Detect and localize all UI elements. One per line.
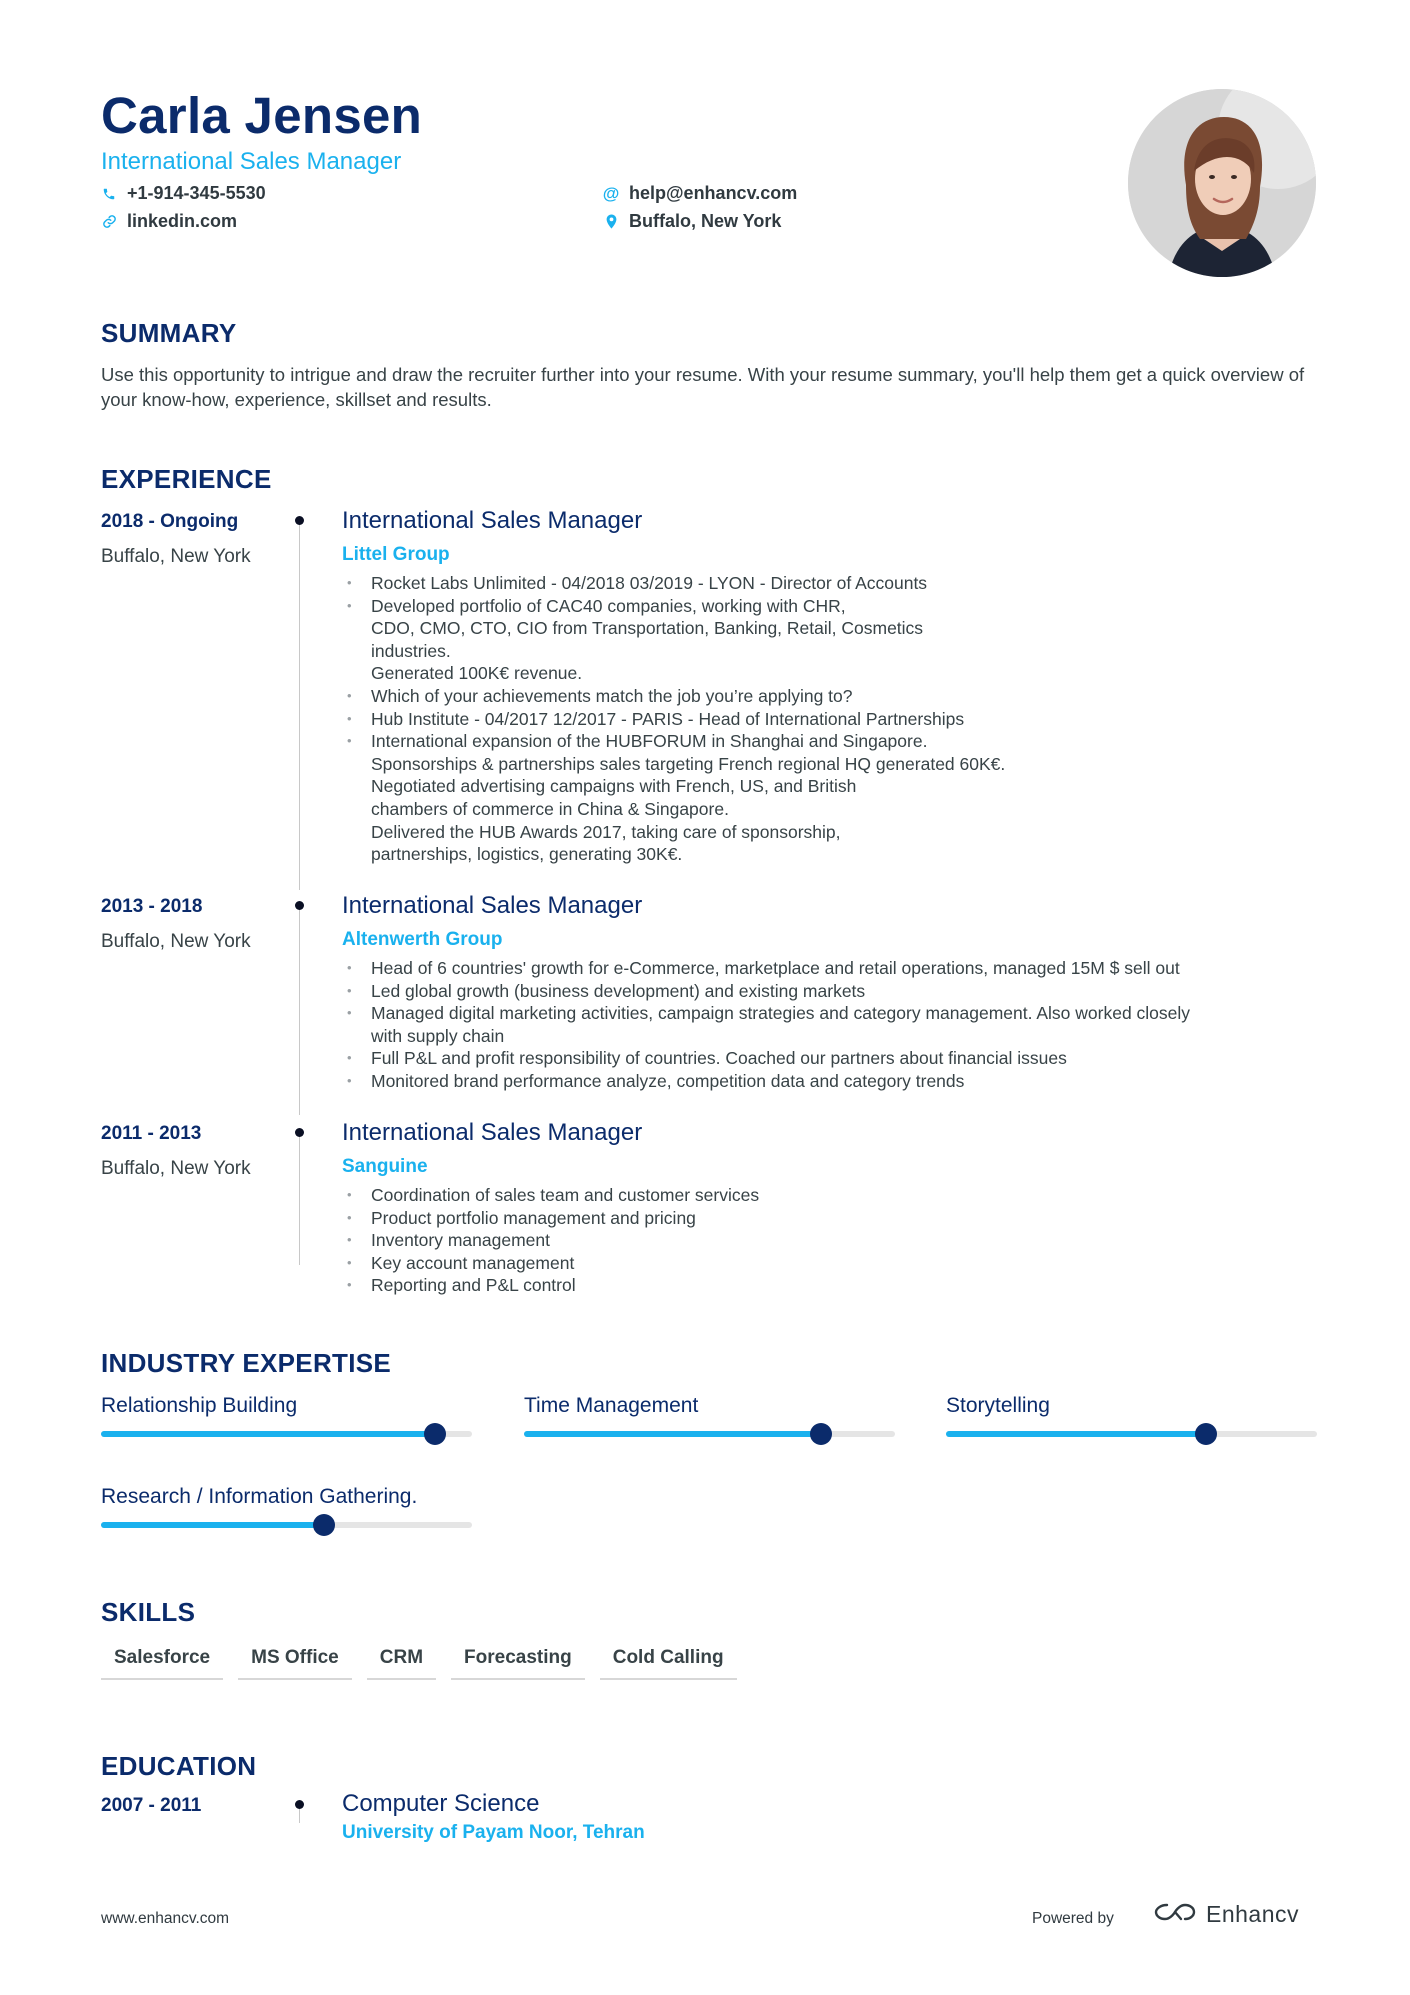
job-dates: 2013 - 2018	[101, 896, 203, 917]
expertise-bar-knob	[424, 1423, 446, 1445]
expertise-bar-knob	[1195, 1423, 1217, 1445]
education-dates: 2007 - 2011	[101, 1795, 202, 1816]
timeline-dot	[295, 516, 304, 525]
at-icon: @	[602, 183, 620, 203]
bullet-item: • Monitored brand performance analyze, competition data and category trends	[342, 1070, 1190, 1093]
job-bullets	[342, 572, 1005, 866]
skill-tag: Salesforce	[101, 1647, 223, 1680]
bullet-item: • Inventory management	[342, 1229, 759, 1252]
expertise-bar-fill	[524, 1431, 821, 1437]
enhancv-logo[interactable]	[1152, 1900, 1299, 1929]
skills-tags	[101, 1647, 737, 1680]
bullet-item: • Rocket Labs Unlimited - 04/2018 03/2019 - LYON - Director of Accounts	[342, 572, 1005, 595]
job-location: Buffalo, New York	[101, 1158, 251, 1179]
phone-text: +1-914-345-5530	[127, 183, 266, 203]
job-dates: 2011 - 2013	[101, 1123, 202, 1144]
expertise-bar-knob	[810, 1423, 832, 1445]
bullet-item: • Managed digital marketing activities, campaign strategies and category management. Also worked closely with supply chain	[342, 1002, 1190, 1047]
skill-tag: Forecasting	[451, 1647, 585, 1680]
bullet-item: • Developed portfolio of CAC40 companies, working with CHR, CDO, CMO, CTO, CIO from Transportation, Banking, Retail, Cosmetics industries. Generated 100K€ revenue.	[342, 595, 1005, 685]
expertise-bar-fill	[101, 1431, 435, 1437]
timeline-dot	[295, 1128, 304, 1137]
expertise-label: Storytelling	[946, 1394, 1050, 1417]
summary-text: Use this opportunity to intrigue and draw the recruiter further into your resume. With your resume summary, you'll help them get a quick overview of your know-how, experience, skillset and results.	[101, 364, 1305, 410]
skill-tag: MS Office	[238, 1647, 352, 1680]
job-company: Sanguine	[342, 1156, 428, 1177]
powered-by-text: Powered by	[1032, 1910, 1114, 1927]
contact-email[interactable]	[603, 183, 797, 204]
job-title: International Sales Manager	[342, 892, 643, 919]
timeline-line	[299, 520, 300, 890]
timeline-dot	[295, 901, 304, 910]
link-icon	[101, 213, 117, 231]
bullet-item: • International expansion of the HUBFORUM in Shanghai and Singapore. Sponsorships & partnerships sales targeting French regional HQ generated 60K€. Negotiated advertising campaigns with French, US, and British chambers of commerce in China & Singapore. Delivered the HUB Awards 2017, taking care of sponsorship, partnerships, logistics, generating 30K€.	[342, 730, 1005, 866]
enhancv-logo-icon	[1152, 1900, 1198, 1929]
footer-url[interactable]: www.enhancv.com	[101, 1910, 230, 1927]
skill-tag: Cold Calling	[600, 1647, 737, 1680]
expertise-bar-fill	[101, 1522, 324, 1528]
education-heading: EDUCATION	[101, 1751, 257, 1781]
timeline-line	[299, 1809, 300, 1823]
expertise-bar-fill	[946, 1431, 1206, 1437]
location-text: Buffalo, New York	[629, 211, 782, 231]
expertise-bar	[101, 1431, 472, 1437]
bullet-item: • Reporting and P&L control	[342, 1274, 759, 1297]
expertise-heading: INDUSTRY EXPERTISE	[101, 1348, 392, 1378]
profile-photo	[1128, 89, 1316, 277]
timeline-dot	[295, 1800, 304, 1809]
expertise-bar	[946, 1431, 1317, 1437]
job-bullets	[342, 957, 1190, 1093]
job-company: Littel Group	[342, 544, 450, 565]
expertise-bar	[101, 1522, 472, 1528]
location-pin-icon	[603, 213, 619, 231]
bullet-item: • Hub Institute - 04/2017 12/2017 - PARIS - Head of International Partnerships	[342, 708, 1005, 731]
timeline-line	[299, 905, 300, 1115]
education-school: University of Payam Noor, Tehran	[342, 1822, 645, 1843]
linkedin-text: linkedin.com	[127, 211, 238, 231]
expertise-label: Time Management	[524, 1394, 699, 1417]
bullet-item: • Product portfolio management and pricing	[342, 1207, 759, 1230]
bullet-item: • Key account management	[342, 1252, 759, 1275]
email-text: help@enhancv.com	[629, 183, 798, 203]
bullet-item: • Head of 6 countries' growth for e-Commerce, marketplace and retail operations, managed 15M $ sell out	[342, 957, 1190, 980]
expertise-label: Research / Information Gathering.	[101, 1485, 418, 1508]
job-bullets	[342, 1184, 759, 1297]
job-location: Buffalo, New York	[101, 931, 251, 952]
job-title: International Sales Manager	[342, 1119, 643, 1146]
bullet-item: • Coordination of sales team and customer services	[342, 1184, 759, 1207]
bullet-item: • Which of your achievements match the job you’re applying to?	[342, 685, 1005, 708]
job-location: Buffalo, New York	[101, 546, 251, 567]
skills-heading: SKILLS	[101, 1597, 196, 1627]
education-degree: Computer Science	[342, 1790, 540, 1817]
expertise-bar-knob	[313, 1514, 335, 1536]
timeline-line	[299, 1130, 300, 1265]
expertise-bar	[524, 1431, 895, 1437]
contact-location	[603, 211, 781, 232]
enhancv-logo-text: Enhancv	[1206, 1901, 1300, 1927]
job-dates: 2018 - Ongoing	[101, 511, 239, 532]
summary-heading: SUMMARY	[101, 318, 237, 348]
skill-tag: CRM	[367, 1647, 436, 1680]
job-title: International Sales Manager	[342, 507, 643, 534]
candidate-name: Carla Jensen	[101, 87, 423, 144]
contact-linkedin[interactable]	[101, 211, 237, 232]
candidate-role: International Sales Manager	[101, 148, 402, 175]
contact-phone[interactable]	[101, 183, 266, 204]
bullet-item: • Led global growth (business development) and existing markets	[342, 980, 1190, 1003]
job-company: Altenwerth Group	[342, 929, 503, 950]
expertise-label: Relationship Building	[101, 1394, 298, 1417]
phone-icon	[101, 185, 117, 203]
bullet-item: • Full P&L and profit responsibility of countries. Coached our partners about financial issues	[342, 1047, 1190, 1070]
experience-heading: EXPERIENCE	[101, 464, 272, 494]
